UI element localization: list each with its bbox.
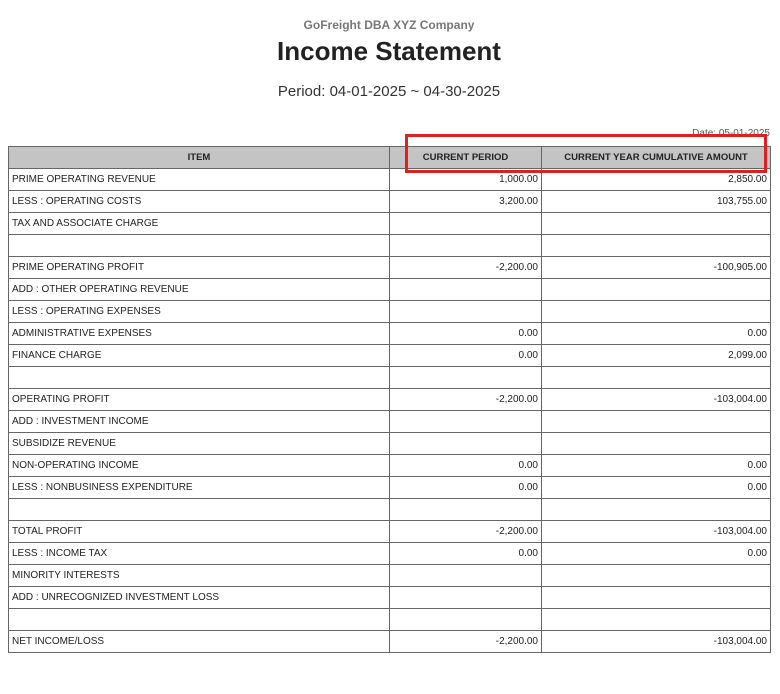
table-row xyxy=(9,235,771,257)
row-current xyxy=(390,499,542,521)
table-row xyxy=(9,411,771,433)
row-item: PRIME OPERATING REVENUE xyxy=(9,169,390,191)
table-row xyxy=(9,213,771,235)
row-cumulative xyxy=(542,499,771,521)
row-current: -2,200.00 xyxy=(390,631,542,653)
row-item: TAX AND ASSOCIATE CHARGE xyxy=(9,213,390,235)
table-row xyxy=(9,345,771,367)
table-row xyxy=(9,301,771,323)
row-item: TOTAL PROFIT xyxy=(9,521,390,543)
row-item xyxy=(9,235,390,257)
table-row xyxy=(9,279,771,301)
row-cumulative xyxy=(542,235,771,257)
table-row xyxy=(9,565,771,587)
table-header-row xyxy=(9,147,771,169)
table-row xyxy=(9,543,771,565)
income-statement-table xyxy=(8,146,771,653)
row-item xyxy=(9,367,390,389)
row-current xyxy=(390,587,542,609)
row-current: 0.00 xyxy=(390,455,542,477)
row-item: MINORITY INTERESTS xyxy=(9,565,390,587)
row-item xyxy=(9,499,390,521)
row-item xyxy=(9,609,390,631)
row-current: 0.00 xyxy=(390,543,542,565)
column-header-item: ITEM xyxy=(9,147,390,169)
page-title: Income Statement xyxy=(277,36,501,66)
column-header-current-period: CURRENT PERIOD xyxy=(390,147,542,169)
row-current xyxy=(390,213,542,235)
table-row xyxy=(9,367,771,389)
row-cumulative xyxy=(542,565,771,587)
row-cumulative xyxy=(542,433,771,455)
table-row xyxy=(9,323,771,345)
row-current xyxy=(390,411,542,433)
company-name: GoFreight DBA XYZ Company xyxy=(303,18,475,32)
row-cumulative: 0.00 xyxy=(542,543,771,565)
row-item: OPERATING PROFIT xyxy=(9,389,390,411)
table-row xyxy=(9,499,771,521)
row-cumulative: 0.00 xyxy=(542,477,771,499)
table-row xyxy=(9,631,771,653)
row-cumulative: -103,004.00 xyxy=(542,389,771,411)
row-cumulative xyxy=(542,367,771,389)
row-current xyxy=(390,609,542,631)
table-row xyxy=(9,257,771,279)
row-item: ADD : OTHER OPERATING REVENUE xyxy=(9,279,390,301)
row-current: 0.00 xyxy=(390,323,542,345)
row-current xyxy=(390,433,542,455)
row-item: ADD : INVESTMENT INCOME xyxy=(9,411,390,433)
row-cumulative xyxy=(542,213,771,235)
row-current: 0.00 xyxy=(390,345,542,367)
period-range: Period: 04-01-2025 ~ 04-30-2025 xyxy=(277,83,501,100)
row-cumulative xyxy=(542,411,771,433)
column-header-cumulative: CURRENT YEAR CUMULATIVE AMOUNT xyxy=(542,147,771,169)
row-cumulative: 2,099.00 xyxy=(542,345,771,367)
row-cumulative: -103,004.00 xyxy=(542,521,771,543)
row-current xyxy=(390,279,542,301)
row-current xyxy=(390,235,542,257)
row-item: LESS : OPERATING EXPENSES xyxy=(9,301,390,323)
row-cumulative: 0.00 xyxy=(542,323,771,345)
row-cumulative xyxy=(542,587,771,609)
row-item: NON-OPERATING INCOME xyxy=(9,455,390,477)
row-item: ADMINISTRATIVE EXPENSES xyxy=(9,323,390,345)
row-item: NET INCOME/LOSS xyxy=(9,631,390,653)
table-row xyxy=(9,389,771,411)
row-cumulative: 0.00 xyxy=(542,455,771,477)
row-cumulative xyxy=(542,279,771,301)
row-current xyxy=(390,301,542,323)
row-current: -2,200.00 xyxy=(390,257,542,279)
row-item: ADD : UNRECOGNIZED INVESTMENT LOSS xyxy=(9,587,390,609)
row-current xyxy=(390,367,542,389)
row-item: LESS : OPERATING COSTS xyxy=(9,191,390,213)
row-item: LESS : NONBUSINESS EXPENDITURE xyxy=(9,477,390,499)
row-item: FINANCE CHARGE xyxy=(9,345,390,367)
table-row xyxy=(9,191,771,213)
row-cumulative xyxy=(542,301,771,323)
table-row xyxy=(9,587,771,609)
table-row xyxy=(9,169,771,191)
row-cumulative: -103,004.00 xyxy=(542,631,771,653)
table-row xyxy=(9,521,771,543)
row-current: 0.00 xyxy=(390,477,542,499)
row-item: LESS : INCOME TAX xyxy=(9,543,390,565)
row-cumulative: -100,905.00 xyxy=(542,257,771,279)
row-item: PRIME OPERATING PROFIT xyxy=(9,257,390,279)
row-item: SUBSIDIZE REVENUE xyxy=(9,433,390,455)
report-date: Date: 05-01-2025 xyxy=(692,128,770,139)
row-current: 1,000.00 xyxy=(390,169,542,191)
table-row xyxy=(9,455,771,477)
row-cumulative: 103,755.00 xyxy=(542,191,771,213)
row-cumulative: 2,850.00 xyxy=(542,169,771,191)
table-row xyxy=(9,433,771,455)
row-current: -2,200.00 xyxy=(390,521,542,543)
row-current: -2,200.00 xyxy=(390,389,542,411)
row-current xyxy=(390,565,542,587)
row-current: 3,200.00 xyxy=(390,191,542,213)
table-row xyxy=(9,609,771,631)
table-row xyxy=(9,477,771,499)
row-cumulative xyxy=(542,609,771,631)
